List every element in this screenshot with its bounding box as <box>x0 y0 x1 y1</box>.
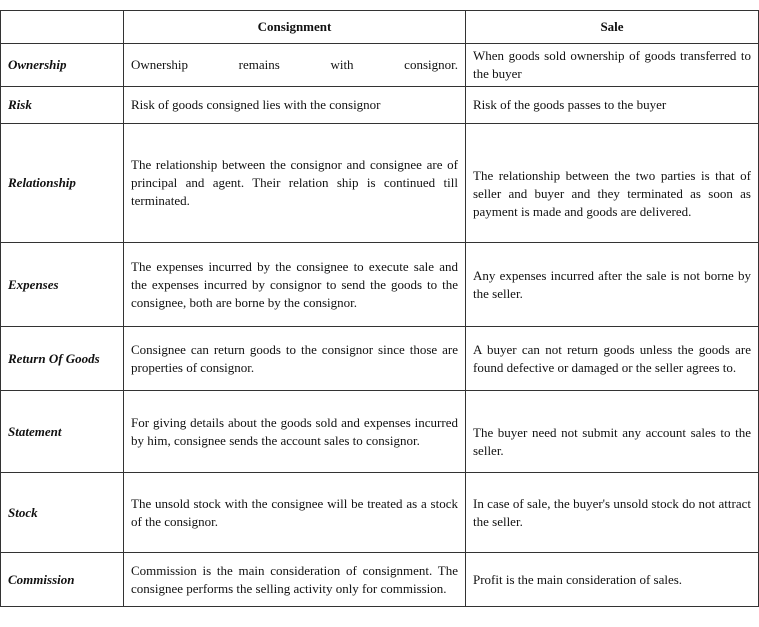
row-label: Ownership <box>1 44 124 87</box>
sale-cell: The buyer need not submit any account sales to the seller. <box>466 391 759 473</box>
sale-cell: Profit is the main consideration of sales. <box>466 553 759 607</box>
comparison-table <box>0 10 759 607</box>
table-row-expenses <box>1 243 759 327</box>
sale-cell: When goods sold ownership of goods transferred to the buyer <box>466 44 759 87</box>
table-row-ownership <box>1 44 759 87</box>
header-blank <box>1 11 124 44</box>
table-row-commission <box>1 553 759 607</box>
row-label: Risk <box>1 87 124 124</box>
consignment-cell: The relationship between the consignor and consignee are of principal and agent. Their relation ship is continued till terminated. <box>124 124 466 243</box>
consignment-cell: Commission is the main consideration of consignment. The consignee performs the selling activity only for commission. <box>124 553 466 607</box>
consignment-cell: For giving details about the goods sold and expenses incurred by him, consignee sends the account sales to consignor. <box>124 391 466 473</box>
row-label: Return Of Goods <box>1 327 124 391</box>
sale-cell: The relationship between the two parties is that of seller and buyer and they terminated as soon as payment is made and goods are delivered. <box>466 124 759 243</box>
header-consignment: Consignment <box>124 11 466 44</box>
table-row-relationship <box>1 124 759 243</box>
row-label: Relationship <box>1 124 124 243</box>
table-row-return-of-goods <box>1 327 759 391</box>
row-label: Statement <box>1 391 124 473</box>
table-row-risk <box>1 87 759 124</box>
consignment-cell: The expenses incurred by the consignee to execute sale and the expenses incurred by consignor to send the goods to the consignee, both are borne by the consignor. <box>124 243 466 327</box>
row-label: Commission <box>1 553 124 607</box>
consignment-cell: Risk of goods consigned lies with the consignor <box>124 87 466 124</box>
consignment-cell: The unsold stock with the consignee will be treated as a stock of the consignor. <box>124 473 466 553</box>
sale-cell: Risk of the goods passes to the buyer <box>466 87 759 124</box>
row-label: Stock <box>1 473 124 553</box>
row-label: Expenses <box>1 243 124 327</box>
table-row-stock <box>1 473 759 553</box>
sale-cell: Any expenses incurred after the sale is not borne by the seller. <box>466 243 759 327</box>
header-sale: Sale <box>466 11 759 44</box>
consignment-cell: Consignee can return goods to the consignor since those are properties of consignor. <box>124 327 466 391</box>
sale-cell: In case of sale, the buyer's unsold stock do not attract the seller. <box>466 473 759 553</box>
sale-cell: A buyer can not return goods unless the goods are found defective or damaged or the seller agrees to. <box>466 327 759 391</box>
header-row <box>1 11 759 44</box>
table-row-statement <box>1 391 759 473</box>
consignment-cell: Ownership remains with consignor. <box>124 44 466 87</box>
